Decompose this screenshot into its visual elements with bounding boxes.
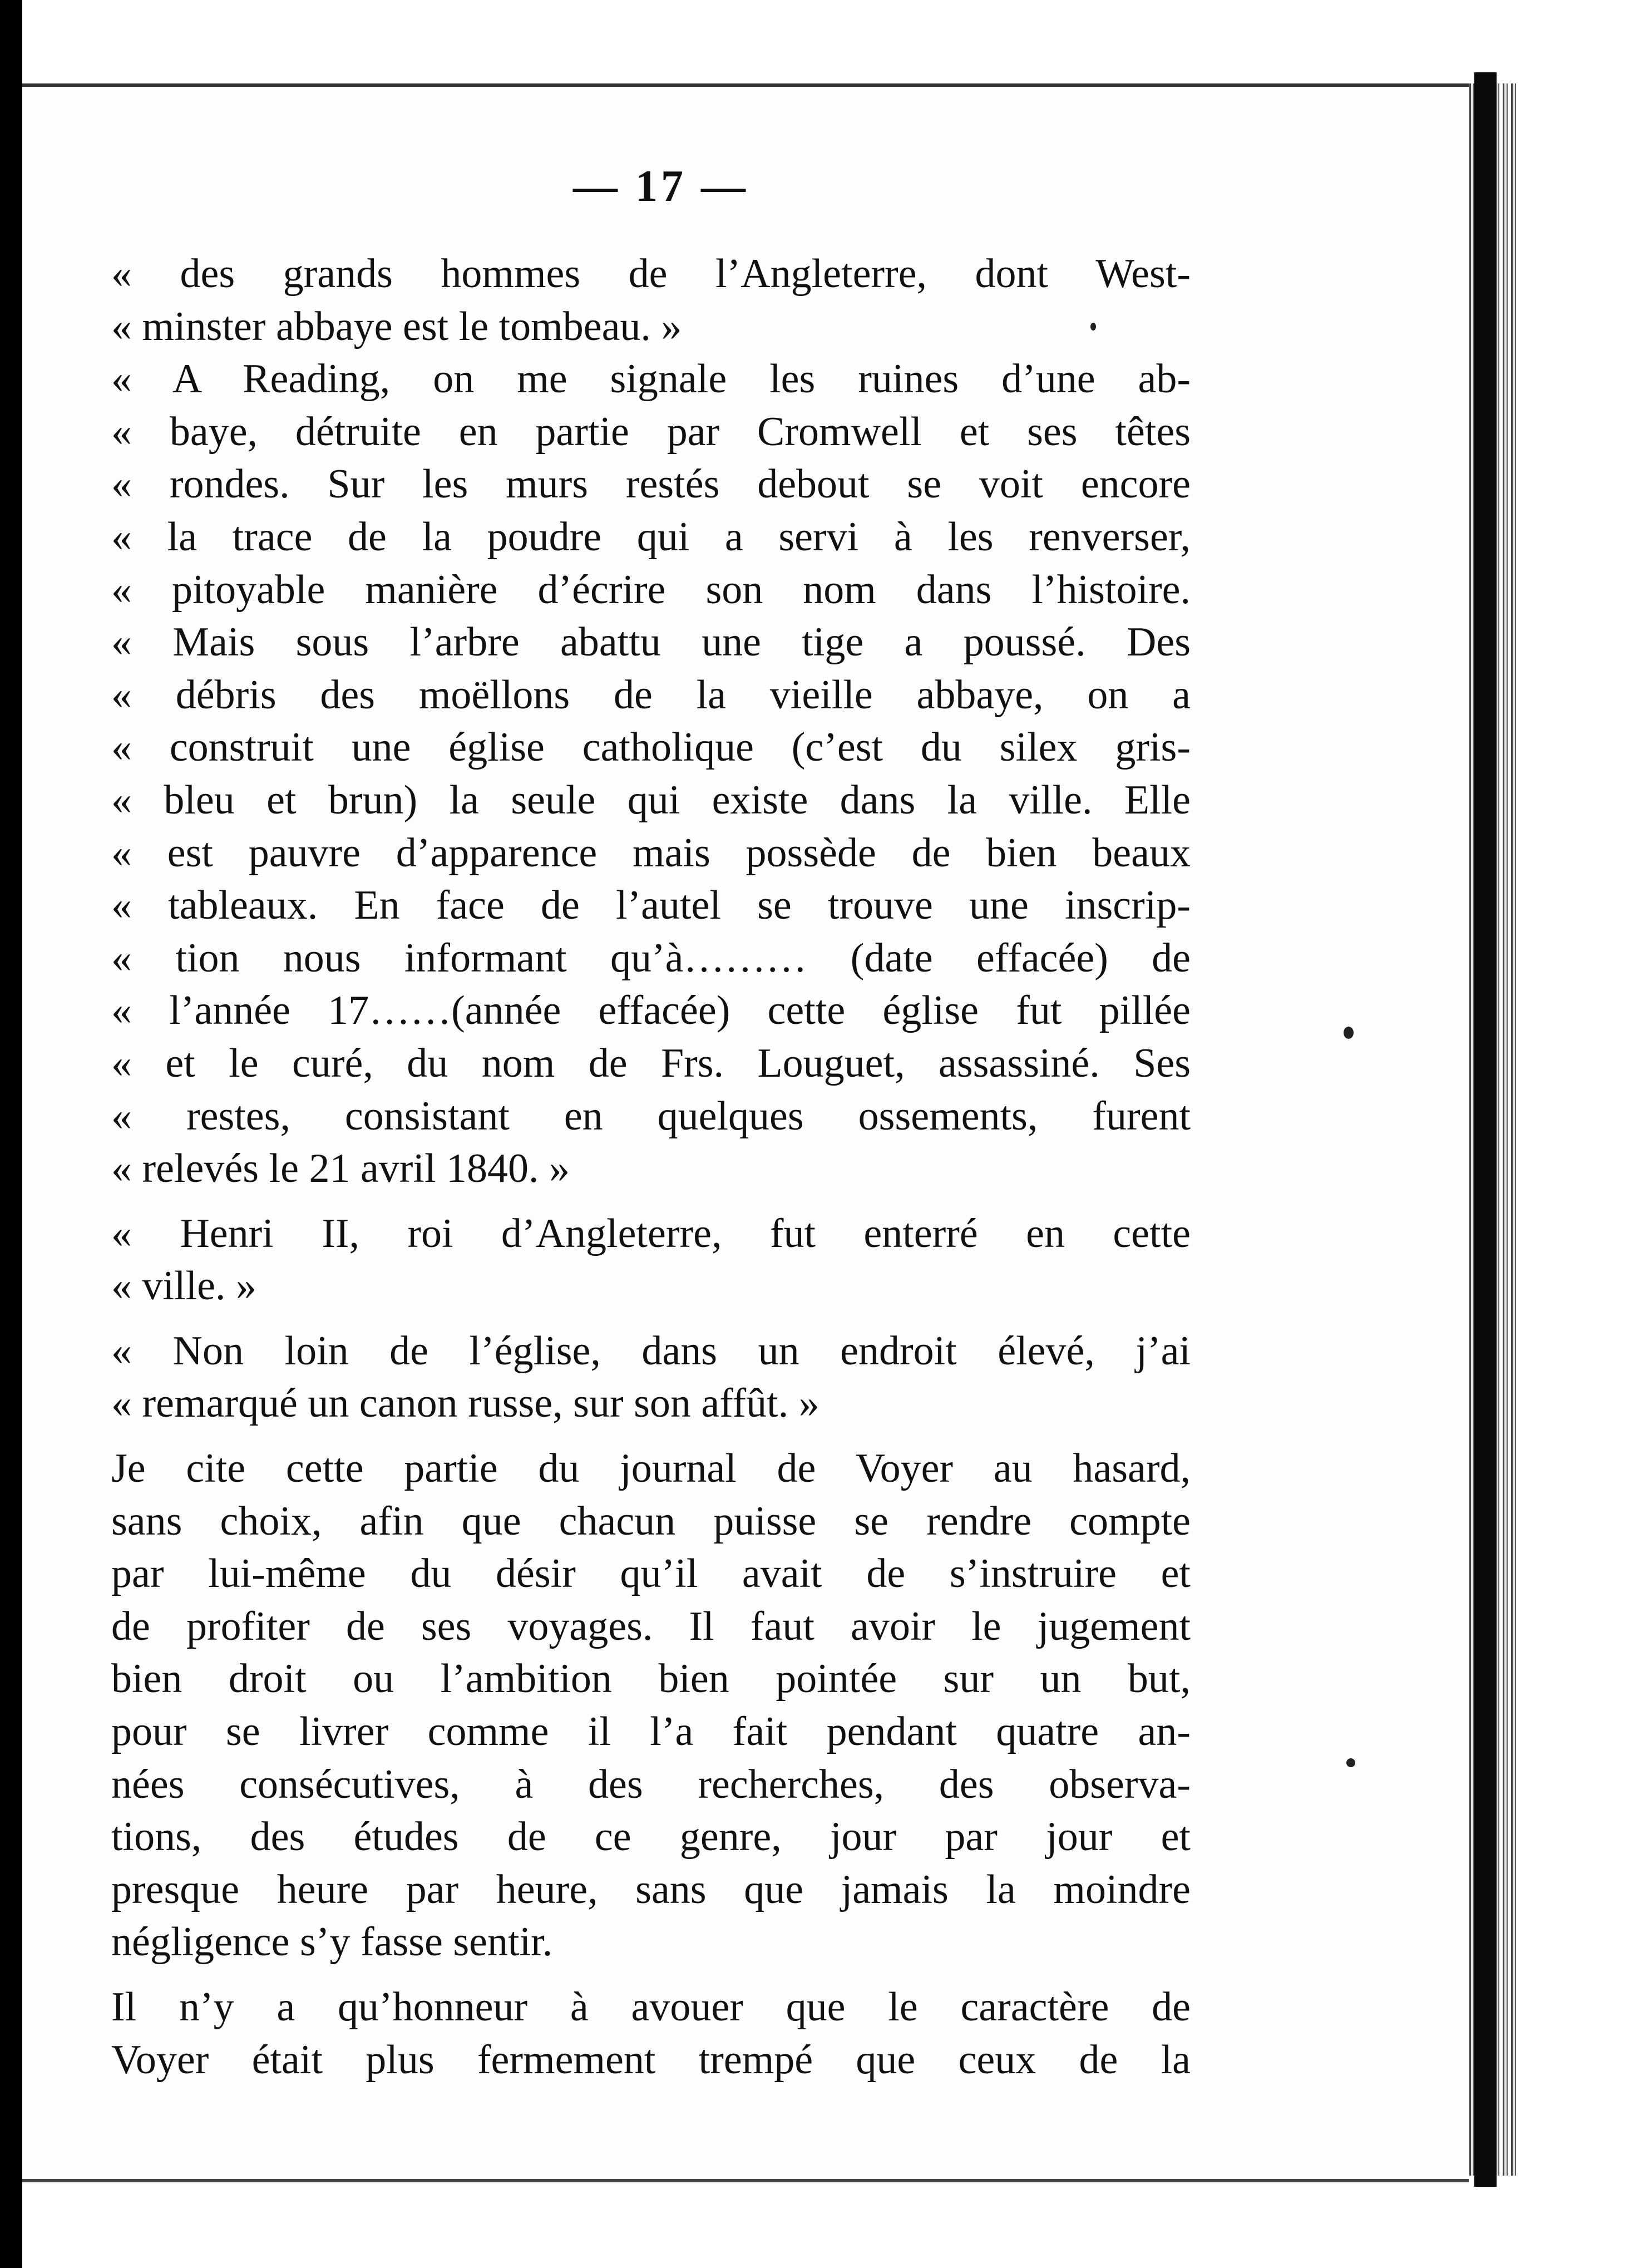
- text-line: « est pauvre d’apparence mais possède de bien beaux: [111, 830, 1191, 876]
- text-line: « Henri II, roi d’Angleterre, fut enterré en cette: [111, 1210, 1191, 1256]
- text-line: « baye, détruite en partie par Cromwell et ses têtes: [111, 408, 1191, 455]
- scan-left-border: [0, 0, 22, 2268]
- scan-speck: [1344, 1027, 1354, 1039]
- paragraph-gap: [111, 1195, 1191, 1207]
- scan-speck: [1090, 323, 1096, 331]
- text-line: « A Reading, on me signale les ruines d’une ab-: [111, 356, 1191, 402]
- text-line: bien droit ou l’ambition bien pointée sur un but,: [111, 1656, 1191, 1702]
- text-line: négligence s’y fasse sentir.: [111, 1919, 553, 1965]
- text-line: presque heure par heure, sans que jamais la moindre: [111, 1866, 1191, 1912]
- text-line: « l’année 17……(année effacée) cette église fut pillée: [111, 988, 1191, 1034]
- text-line: « des grands hommes de l’Angleterre, dont West-: [111, 251, 1191, 297]
- text-line: sans choix, afin que chacun puisse se rendre compte: [111, 1498, 1191, 1544]
- text-line: « tableaux. En face de l’autel se trouve une inscrip-: [111, 882, 1191, 929]
- scan-speck: [1346, 1758, 1355, 1767]
- text-line: pour se livrer comme il l’a fait pendant quatre an-: [111, 1709, 1191, 1755]
- paragraph-gap: [111, 1430, 1191, 1442]
- text-line: « tion nous informant qu’à……… (date effacée) de: [111, 935, 1191, 981]
- text-line: « remarqué un canon russe, sur son affût. »: [111, 1380, 819, 1427]
- text-line: tions, des études de ce genre, jour par jour et: [111, 1814, 1191, 1860]
- text-line: « minster abbaye est le tombeau. »: [111, 303, 682, 349]
- text-line: « ville. »: [111, 1263, 257, 1309]
- text-line: « pitoyable manière d’écrire son nom dans l’histoire.: [111, 566, 1191, 613]
- text-line: « Mais sous l’arbre abattu une tige a poussé. Des: [111, 619, 1191, 665]
- text-line: Il n’y a qu’honneur à avouer que le caractère de: [111, 1984, 1191, 2030]
- text-line: « et le curé, du nom de Frs. Louguet, assassiné. Ses: [111, 1040, 1191, 1086]
- text-line: de profiter de ses voyages. Il faut avoir le jugement: [111, 1603, 1191, 1649]
- text-line: « Non loin de l’église, dans un endroit élevé, j’ai: [111, 1328, 1191, 1374]
- page-edge-shadow: [1474, 72, 1497, 2187]
- paragraph-gap: [111, 1313, 1191, 1325]
- text-line: « débris des moëllons de la vieille abbaye, on a: [111, 672, 1191, 718]
- text-line: Voyer était plus fermement trempé que ceux de la: [111, 2037, 1191, 2083]
- text-line: « rondes. Sur les murs restés debout se voit encore: [111, 461, 1191, 507]
- text-line: nées consécutives, à des recherches, des observa-: [111, 1761, 1191, 1807]
- text-line: Je cite cette partie du journal de Voyer au hasard,: [111, 1446, 1191, 1492]
- body-text: [111, 248, 1191, 2086]
- text-line: « restes, consistant en quelques ossements, furent: [111, 1093, 1191, 1139]
- page-number: — 17 —: [573, 162, 749, 211]
- text-line: « construit une église catholique (c’est du silex gris-: [111, 724, 1191, 771]
- text-line: « relevés le 21 avril 1840. »: [111, 1146, 570, 1192]
- text-line: « bleu et brun) la seule qui existe dans la ville. Elle: [111, 777, 1191, 823]
- text-line: par lui-même du désir qu’il avait de s’instruire et: [111, 1551, 1191, 1597]
- text-line: « la trace de la poudre qui a servi à les renverser,: [111, 514, 1191, 560]
- paragraph-gap: [111, 1969, 1191, 1981]
